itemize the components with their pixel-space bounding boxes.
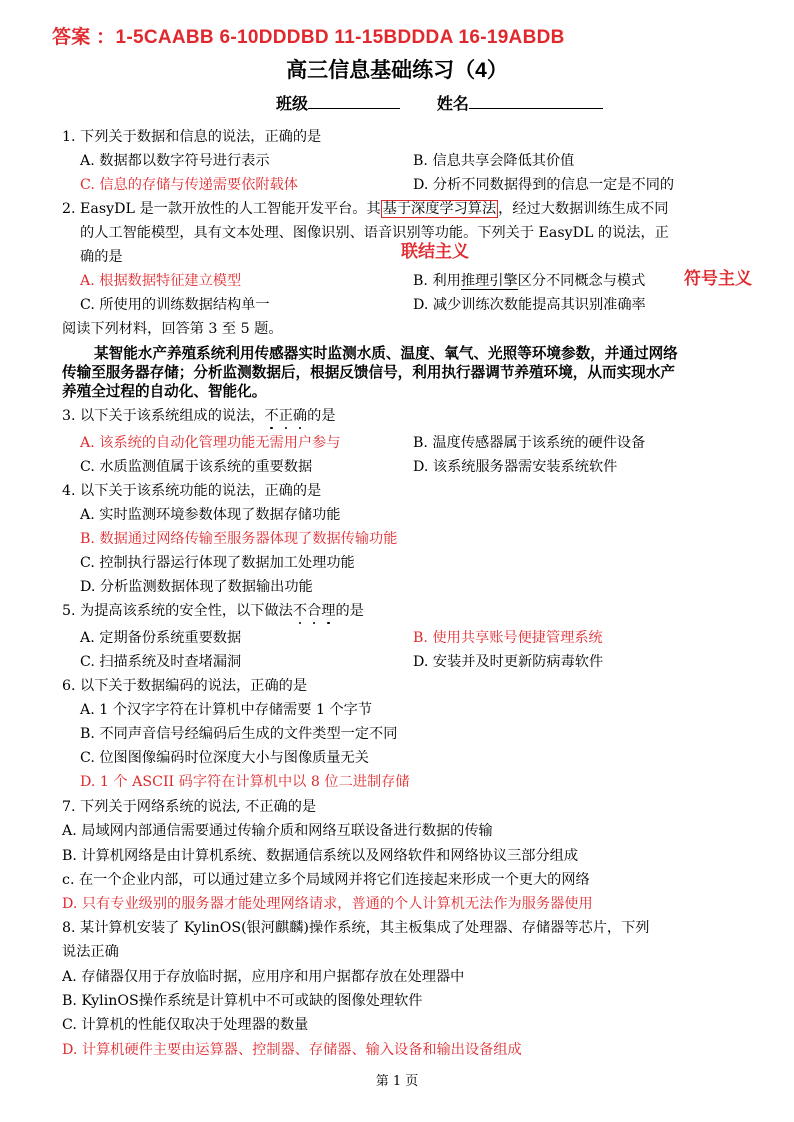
q3-option-d: D. 该系统服务器需安装系统软件 — [413, 459, 618, 475]
q2-option-b-post: 区分不同概念与模式 — [517, 273, 646, 289]
q2-option-c: C. 所使用的训练数据结构单一 — [80, 297, 270, 313]
q1-option-c: C. 信息的存储与传递需要依附载体 — [80, 177, 298, 193]
q4-stem: 4. 以下关于该系统功能的说法，正确的是 — [62, 483, 322, 499]
q3-stem — [62, 406, 336, 426]
q5-stem-post: 的是 — [335, 603, 364, 619]
q6-stem: 6. 以下关于数据编码的说法，正确的是 — [62, 678, 308, 694]
q5-option-b: B. 使用共享账号便捷管理系统 — [413, 630, 603, 646]
q8-stem-line-2: 说法正确 — [62, 944, 119, 960]
q8-stem-line-1: 8. 某计算机安装了 KylinOS(银河麒麟)操作系统，其主板集成了处理器、存储器等芯片，下列 — [62, 920, 650, 936]
q2-stem-pre: 2. EasyDL 是一款开放性的人工智能开发平台。其 — [62, 201, 381, 217]
q5-emphasis-2: 合 — [307, 603, 322, 619]
q2-boxed-phrase: 基于深度学习算法 — [382, 201, 497, 217]
q4-option-a: A. 实时监测环境参数体现了数据存储功能 — [80, 507, 341, 523]
q2-option-a: A. 根据数据特征建立模型 — [80, 273, 242, 289]
q6-option-b: B. 不同声音信号经编码后生成的文件类型一定不同 — [80, 726, 398, 742]
q3-emphasis-1: 不 — [264, 408, 279, 424]
q5-emphasis-3: 理 — [321, 603, 336, 619]
class-label: 班级 — [276, 96, 309, 113]
q4-option-c: C. 控制执行器运行体现了数据加工处理功能 — [80, 555, 355, 571]
q3-emphasis-3: 确 — [292, 408, 308, 424]
q5-stem — [62, 601, 364, 621]
q4-option-b: B. 数据通过网络传输至服务器体现了数据传输功能 — [80, 531, 398, 547]
q5-stem-pre: 5. 为提高该系统的安全性，以下做法 — [62, 603, 293, 619]
material-line-2: 传输至服务器存储；分析监测数据后，根据反馈信号，利用执行器调节养殖环境，从而实现水产 — [62, 365, 675, 381]
annotation-connectionism: 联结主义 — [401, 242, 469, 262]
q5-option-c: C. 扫描系统及时查堵漏洞 — [80, 654, 242, 670]
q2-stem-post: ，经过大数据训练生成不同 — [498, 201, 669, 217]
q3-option-a: A. 该系统的自动化管理功能无需用户参与 — [80, 435, 341, 451]
q6-option-d: D. 1 个 ASCII 码字符在计算机中以 8 位二进制存储 — [80, 774, 410, 790]
page-number: 第 1 页 — [375, 1074, 419, 1089]
q3-option-c: C. 水质监测值属于该系统的重要数据 — [80, 459, 313, 475]
q8-option-c: C. 计算机的性能仅取决于处理器的数量 — [62, 1017, 309, 1033]
q7-stem: 7. 下列关于网络系统的说法, 不正确的是 — [62, 799, 317, 815]
q1-option-b: B. 信息共享会降低其价值 — [413, 153, 575, 169]
q3-option-b: B. 温度传感器属于该系统的硬件设备 — [413, 435, 646, 451]
q6-option-a: A. 1 个汉字字符在计算机中存储需要 1 个字节 — [80, 702, 373, 718]
q5-emphasis-1: 不 — [292, 603, 308, 619]
page-title: 高三信息基础练习（4） — [286, 59, 508, 82]
q1-stem: 1. 下列关于数据和信息的说法，正确的是 — [62, 129, 322, 145]
q7-option-a: A. 局域网内部通信需要通过传输介质和网络互联设备进行数据的传输 — [62, 823, 493, 839]
q3-stem-pre: 3. 以下关于该系统组成的说法， — [62, 408, 265, 424]
material-line-1: 某智能水产养殖系统利用传感器实时监测水质、温度、氧气、光照等环境参数，并通过网络 — [94, 346, 678, 362]
q7-option-d: D. 只有专业级别的服务器才能处理网络请求，普通的个人计算机无法作为服务器使用 — [62, 896, 593, 912]
name-blank[interactable] — [469, 93, 603, 109]
q8-option-b: B. KylinOS操作系统是计算机中不可或缺的图像处理软件 — [62, 993, 423, 1009]
q2-stem-line-2: 的人工智能模型，具有文本处理、图像识别、语音识别等功能。下列关于 EasyDL 的说法，正 — [80, 225, 669, 241]
annotation-symbolism: 符号主义 — [684, 269, 752, 289]
q2-underlined-phrase: 推理引擎 — [460, 273, 518, 289]
q2-option-b — [413, 271, 645, 291]
q4-option-d: D. 分析监测数据体现了数据输出功能 — [80, 579, 313, 595]
q1-option-a: A. 数据都以数字符号进行表示 — [80, 153, 270, 169]
material-line-3: 养殖全过程的自动化、智能化。 — [62, 384, 267, 400]
class-blank[interactable] — [308, 93, 400, 109]
q7-option-c: c. 在一个企业内部，可以通过建立多个局域网并将它们连接起来形成一个更大的网络 — [62, 872, 590, 888]
name-label: 姓名 — [436, 96, 469, 113]
answer-key: 答案 ：1-5CAABB 6-10DDDBD 11-15BDDDA 16-19ABDB — [52, 27, 565, 48]
q5-option-d: D. 安装并及时更新防病毒软件 — [413, 654, 604, 670]
q3-stem-post: 的是 — [307, 408, 336, 424]
q7-option-b: B. 计算机网络是由计算机系统、数据通信系统以及网络软件和网络协议三部分组成 — [62, 848, 579, 864]
q2-option-b-pre: B. 利用 — [413, 273, 461, 289]
q8-option-d: D. 计算机硬件主要由运算器、控制器、存储器、输入设备和输出设备组成 — [62, 1042, 522, 1058]
q2-stem-line-3: 确的是 — [80, 249, 123, 265]
class-name-line — [276, 91, 603, 114]
q2-stem-line-1 — [62, 199, 668, 219]
q5-option-a: A. 定期备份系统重要数据 — [80, 630, 242, 646]
reading-intro: 阅读下列材料，回答第 3 至 5 题。 — [62, 321, 283, 337]
q8-option-a: A. 存储器仅用于存放临时据，应用序和用户据都存放在处理器中 — [62, 969, 465, 985]
q6-option-c: C. 位图图像编码时位深度大小与图像质量无关 — [80, 750, 369, 766]
q1-option-d: D. 分析不同数据得到的信息一定是不同的 — [413, 177, 675, 193]
q2-option-d: D. 减少训练次数能提高其识别准确率 — [413, 297, 646, 313]
q3-emphasis-2: 正 — [278, 408, 293, 424]
